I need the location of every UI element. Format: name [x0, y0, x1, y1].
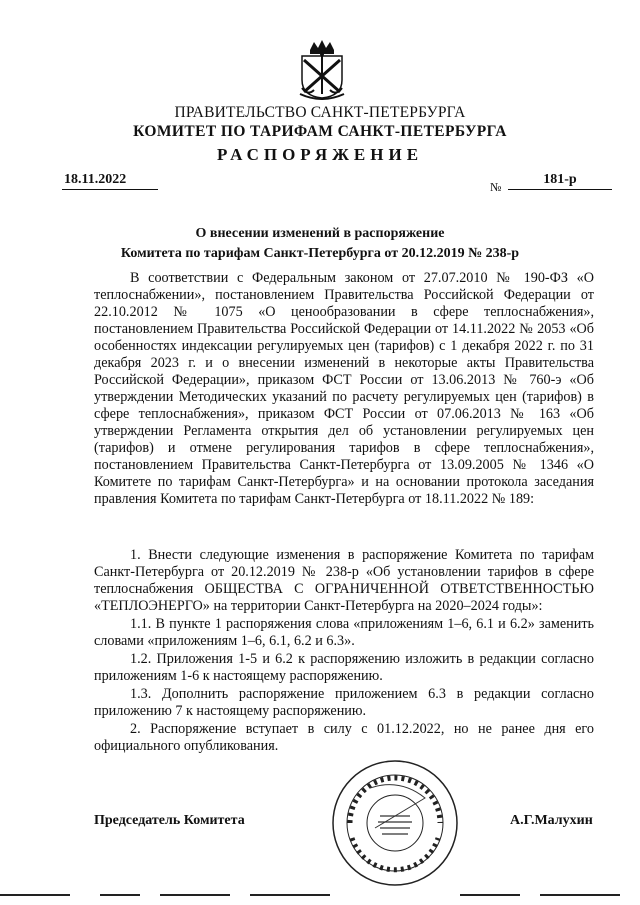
document-subject: [0, 224, 640, 264]
document-date: 18.11.2022: [62, 172, 158, 190]
document-number: 181-р: [508, 172, 612, 190]
subject-line-2: Комитета по тарифам Санкт-Петербурга от 20.12.2019 № 238-р: [120, 246, 520, 261]
government-title: ПРАВИТЕЛЬСТВО САНКТ-ПЕТЕРБУРГА: [174, 104, 466, 121]
signer-name: А.Г.Малухин: [510, 813, 593, 828]
preamble-paragraph: В соответствии с Федеральным законом от 27.07.2010 № 190-ФЗ «О теплоснабжении», постановлением Правительства Российской Федерации от 22.10.2012 № 1075 «О ценообразовании в сфере теплоснабжения», постановлением Правительства Российской Федерации от 14.11.2022 № 2053 «Об особенностях индексации регулируемых цен (тарифов) с 1 декабря 2022 г. по 31 декабря 2023 г. и о внесении изменений в некоторые акты Правительства Российской Федерации», приказом ФСТ России от 13.06.2013 № 760-э «Об утверждении Методических указаний по расчету регулируемых цен (тарифов) в сфере теплоснабжения», приказом ФСТ России от 07.06.2013 № 163 «Об утверждении Регламента открытия дел об установлении регулируемых цен (тарифов) и отмене регулирования тарифов в сфере теплоснабжения», постановлением Правительства Санкт-Петербурга от 13.09.2005 № 1346 «О Комитете по тарифам Санкт-Петербурга» и на основании протокола заседания правления Комитета по тарифам Санкт-Петербурга от 18.11.2022 № 189:: [94, 270, 594, 507]
scan-artifact-line: [160, 894, 230, 896]
signer-title: Председатель Комитета: [94, 813, 245, 828]
point-1-2: 1.2. Приложения 1-5 и 6.2 к распоряжению изложить в редакции согласно приложениям 1-6 к настоящему распоряжению.: [94, 651, 594, 684]
point-2: 2. Распоряжение вступает в силу с 01.12.2022, но не ранее дня его официального опубликования.: [94, 721, 594, 754]
document-type: РАСПОРЯЖЕНИЕ: [216, 145, 424, 164]
scan-artifact-line: [250, 894, 330, 896]
subject-line-1: О внесении изменений в распоряжение: [195, 226, 445, 241]
point-1: 1. Внести следующие изменения в распоряжение Комитета по тарифам Санкт-Петербурга от 20.12.2019 № 238-р «Об установлении тарифов в сфере теплоснабжения ОБЩЕСТВА С ОГРАНИЧЕННОЙ ОТВЕТСТВЕННОСТЬЮ «ТЕПЛОЭНЕРГО» на территории Санкт-Петербурга на 2020–2024 годы»:: [94, 547, 594, 614]
order-points: [94, 547, 594, 756]
scan-artifact-line: [100, 894, 140, 896]
preamble: [94, 270, 594, 508]
point-1-1: 1.1. В пункте 1 распоряжения слова «приложениям 1–6, 6.1 и 6.2» заменить словами «приложениям 1–6, 6.1, 6.2 и 6.3».: [94, 616, 594, 649]
point-1-3: 1.3. Дополнить распоряжение приложением 6.3 в редакции согласно приложению 7 к настоящему распоряжению.: [94, 686, 594, 719]
coat-of-arms-icon: [296, 38, 348, 100]
official-seal-icon: [330, 758, 460, 888]
committee-title: КОМИТЕТ ПО ТАРИФАМ САНКТ-ПЕТЕРБУРГА: [133, 123, 507, 140]
scan-artifact-line: [460, 894, 520, 896]
scan-artifact-line: [540, 894, 620, 896]
number-sign: №: [490, 180, 502, 194]
scan-artifact-line: [0, 894, 70, 896]
